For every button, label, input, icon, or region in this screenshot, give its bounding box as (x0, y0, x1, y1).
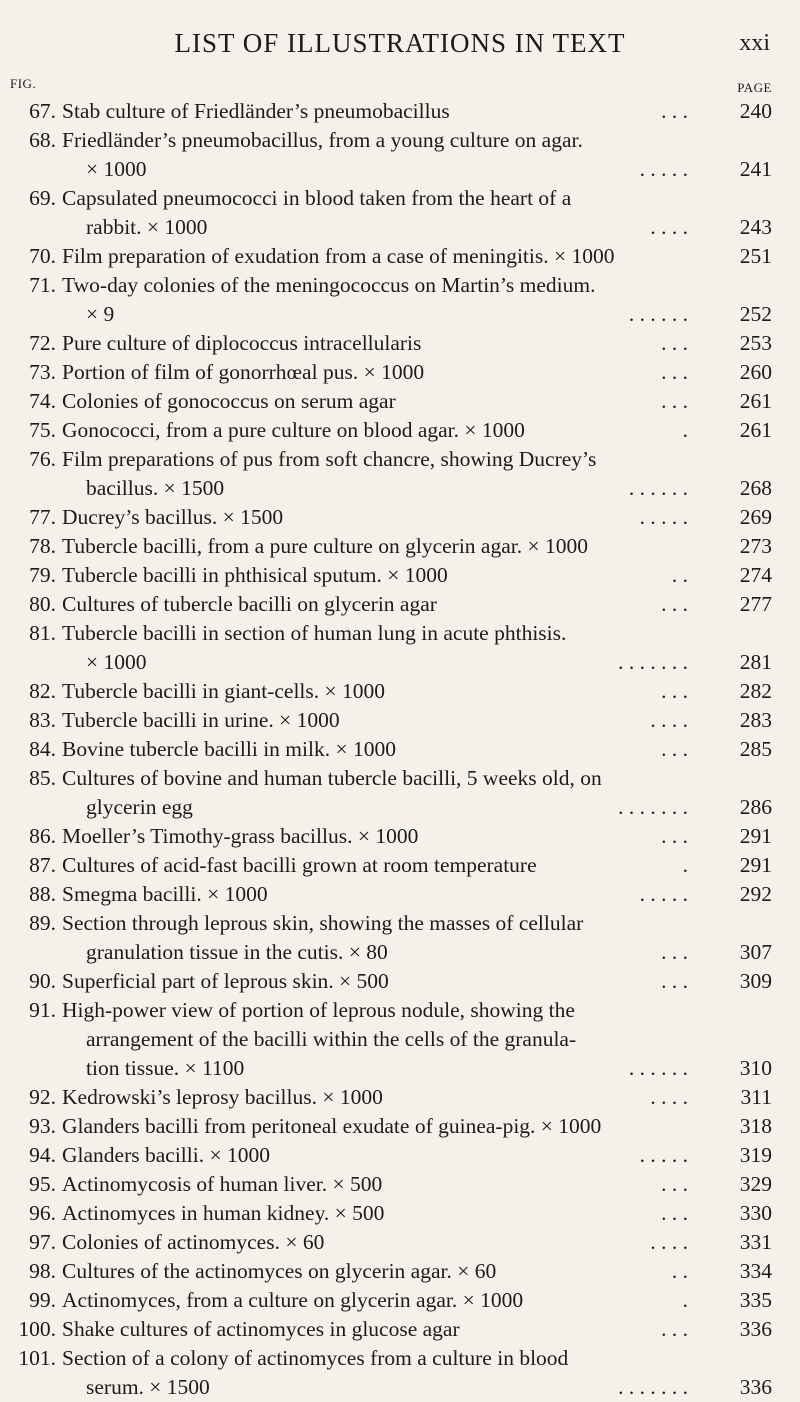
page-number: 286 (739, 795, 772, 819)
list-item (0, 1286, 800, 1315)
figure-caption: Cultures of the actinomyces on glycerin agar. × 60 (62, 1259, 497, 1283)
figure-number: 71. (29, 273, 56, 297)
page-number: 291 (739, 853, 772, 877)
list-item (0, 387, 800, 416)
leader-dots: . . . (661, 940, 688, 964)
entry-line (0, 1199, 800, 1228)
figure-caption: × 1000 (86, 650, 147, 674)
figure-number: 90. (29, 969, 56, 993)
list-item (0, 126, 800, 184)
figure-number: 68. (29, 128, 56, 152)
leader-dots: . . . . . (639, 1143, 688, 1167)
figure-number: 95. (29, 1172, 56, 1196)
entry-continuation-line (0, 648, 800, 677)
figure-caption: Superficial part of leprous skin. × 500 (62, 969, 389, 993)
leader-dots: . . (671, 563, 688, 587)
leader-dots: . . . (661, 389, 688, 413)
page-number: 252 (739, 302, 772, 326)
entry-line (0, 1112, 800, 1141)
entry-line (0, 1141, 800, 1170)
page-number: 336 (739, 1375, 772, 1399)
entry-line (0, 619, 800, 648)
entry-line (0, 1083, 800, 1112)
entry-continuation-line (0, 1054, 800, 1083)
list-item (0, 996, 800, 1083)
figure-caption: Glanders bacilli. × 1000 (62, 1143, 270, 1167)
page-number: 282 (739, 679, 772, 703)
figure-caption: Ducrey’s bacillus. × 1500 (62, 505, 284, 529)
entry-line (0, 503, 800, 532)
figure-number: 96. (29, 1201, 56, 1225)
entry-line (0, 1170, 800, 1199)
page-number: 330 (739, 1201, 772, 1225)
figure-caption: Film preparation of exudation from a case of meningitis. × 1000 (62, 244, 615, 268)
list-item (0, 97, 800, 126)
figure-caption: High-power view of portion of leprous nodule, showing the (62, 998, 575, 1022)
entry-line (0, 851, 800, 880)
figure-number: 77. (29, 505, 56, 529)
page-number: 261 (739, 389, 772, 413)
figure-caption: Moeller’s Timothy-grass bacillus. × 1000 (62, 824, 419, 848)
list-item (0, 271, 800, 329)
entry-continuation-line (0, 155, 800, 184)
leader-dots: . . . (661, 1317, 688, 1341)
figure-number: 91. (29, 998, 56, 1022)
page-number: 292 (739, 882, 772, 906)
figure-caption: Section through leprous skin, showing the masses of cellular (62, 911, 584, 935)
figure-caption: tion tissue. × 1100 (86, 1056, 245, 1080)
list-item (0, 851, 800, 880)
figure-caption: Bovine tubercle bacilli in milk. × 1000 (62, 737, 396, 761)
entry-line (0, 242, 800, 271)
page-number: 268 (739, 476, 772, 500)
page-number: 283 (739, 708, 772, 732)
figure-number: 83. (29, 708, 56, 732)
leader-dots: . . . . . (639, 505, 688, 529)
list-item (0, 184, 800, 242)
list-item (0, 445, 800, 503)
list-item (0, 242, 800, 271)
entry-line (0, 909, 800, 938)
page-number: 260 (739, 360, 772, 384)
entry-continuation-line (0, 213, 800, 242)
entry-line (0, 329, 800, 358)
page-number: 269 (739, 505, 772, 529)
entry-line (0, 387, 800, 416)
figure-caption: Glanders bacilli from peritoneal exudate of guinea-pig. × 1000 (62, 1114, 602, 1138)
entry-line (0, 1228, 800, 1257)
figure-caption: rabbit. × 1000 (86, 215, 208, 239)
figure-caption: Cultures of tubercle bacilli on glycerin agar (62, 592, 437, 616)
figure-caption: arrangement of the bacilli within the cells of the granula- (86, 1027, 577, 1051)
figure-caption: × 9 (86, 302, 115, 326)
figure-caption: Section of a colony of actinomyces from a culture in blood (62, 1346, 569, 1370)
entry-line (0, 706, 800, 735)
list-item (0, 880, 800, 909)
entry-line (0, 1286, 800, 1315)
figure-number: 79. (29, 563, 56, 587)
leader-dots: . . . (661, 737, 688, 761)
figure-caption: Smegma bacilli. × 1000 (62, 882, 268, 906)
leader-dots: . . (671, 1259, 688, 1283)
entry-continuation-line (0, 1025, 800, 1054)
leader-dots: . . . . (650, 708, 688, 732)
leader-dots: . . . . . . (628, 302, 688, 326)
figure-caption: Cultures of bovine and human tubercle bacilli, 5 weeks old, on (62, 766, 602, 790)
list-item (0, 822, 800, 851)
figure-caption: Tubercle bacilli in giant-cells. × 1000 (62, 679, 386, 703)
figure-number: 82. (29, 679, 56, 703)
figure-caption: Cultures of acid-fast bacilli grown at room temperature (62, 853, 537, 877)
leader-dots: . . . . . . . (618, 650, 688, 674)
figure-number: 78. (29, 534, 56, 558)
entry-line (0, 126, 800, 155)
leader-dots: . . . . . . (628, 1056, 688, 1080)
page-header (0, 28, 800, 68)
page-number: 251 (739, 244, 772, 268)
list-item (0, 590, 800, 619)
page-number: 277 (739, 592, 772, 616)
figure-caption: Actinomycosis of human liver. × 500 (62, 1172, 383, 1196)
page-number: 331 (739, 1230, 772, 1254)
page-number: 243 (739, 215, 772, 239)
entry-line (0, 822, 800, 851)
leader-dots: . . . . (650, 215, 688, 239)
leader-dots: . . . (661, 592, 688, 616)
figure-number: 75. (29, 418, 56, 442)
entry-line (0, 561, 800, 590)
entry-line (0, 416, 800, 445)
page-number: 329 (739, 1172, 772, 1196)
list-item (0, 735, 800, 764)
entry-line (0, 532, 800, 561)
figure-number: 94. (29, 1143, 56, 1167)
figure-caption: bacillus. × 1500 (86, 476, 225, 500)
figure-number: 87. (29, 853, 56, 877)
list-item (0, 967, 800, 996)
figure-number: 89. (29, 911, 56, 935)
figure-number: 88. (29, 882, 56, 906)
figure-caption: Stab culture of Friedländer’s pneumobacillus (62, 99, 450, 123)
figure-caption: Shake cultures of actinomyces in glucose agar (62, 1317, 460, 1341)
figure-caption: Tubercle bacilli in phthisical sputum. × 1000 (62, 563, 448, 587)
page-number: 319 (739, 1143, 772, 1167)
list-item (0, 619, 800, 677)
figure-caption: Pure culture of diplococcus intracellularis (62, 331, 422, 355)
page-number: 261 (739, 418, 772, 442)
page-number: 281 (739, 650, 772, 674)
page-number: 253 (739, 331, 772, 355)
leader-dots: . . . . . (639, 157, 688, 181)
page-number: 273 (739, 534, 772, 558)
page-number: 307 (739, 940, 772, 964)
entry-line (0, 996, 800, 1025)
figure-caption: Friedländer’s pneumobacillus, from a young culture on agar. (62, 128, 583, 152)
figure-caption: Colonies of actinomyces. × 60 (62, 1230, 325, 1254)
fig-column-label: FIG. (10, 76, 37, 91)
entry-continuation-line (0, 1373, 800, 1402)
leader-dots: . . . (661, 824, 688, 848)
figure-number: 69. (29, 186, 56, 210)
list-item (0, 532, 800, 561)
list-item (0, 1083, 800, 1112)
page-number: 335 (739, 1288, 772, 1312)
figure-number: 92. (29, 1085, 56, 1109)
figure-caption: serum. × 1500 (86, 1375, 210, 1399)
list-item (0, 503, 800, 532)
figure-number: 81. (29, 621, 56, 645)
figure-caption: Actinomyces in human kidney. × 500 (62, 1201, 385, 1225)
entry-line (0, 590, 800, 619)
figure-caption: Two-day colonies of the meningococcus on Martin’s medium. (62, 273, 596, 297)
list-item (0, 706, 800, 735)
entry-continuation-line (0, 793, 800, 822)
figure-caption: Kedrowski’s leprosy bacillus. × 1000 (62, 1085, 383, 1109)
figure-caption: Gonococci, from a pure culture on blood agar. × 1000 (62, 418, 525, 442)
page-column-label: PAGE (737, 80, 772, 95)
entry-line (0, 677, 800, 706)
figure-caption: Tubercle bacilli in section of human lung in acute phthisis. (62, 621, 567, 645)
page-number: 241 (739, 157, 772, 181)
list-item (0, 909, 800, 967)
leader-dots: . . . . . . . (618, 795, 688, 819)
page-numeral: xxi (739, 30, 770, 56)
entry-line (0, 271, 800, 300)
list-item (0, 329, 800, 358)
figure-number: 97. (29, 1230, 56, 1254)
figure-caption: Film preparations of pus from soft chancre, showing Ducrey’s (62, 447, 597, 471)
figure-number: 101. (18, 1346, 56, 1370)
leader-dots: . (682, 418, 688, 442)
figure-number: 74. (29, 389, 56, 413)
page-number: 240 (739, 99, 772, 123)
figure-caption: Portion of film of gonorrhœal pus. × 1000 (62, 360, 425, 384)
figure-number: 67. (29, 99, 56, 123)
entry-line (0, 358, 800, 387)
leader-dots: . . . . (650, 1230, 688, 1254)
entry-line (0, 184, 800, 213)
figure-number: 80. (29, 592, 56, 616)
entry-line (0, 1344, 800, 1373)
list-item (0, 1170, 800, 1199)
figure-number: 100. (18, 1317, 56, 1341)
figure-number: 84. (29, 737, 56, 761)
entry-line (0, 735, 800, 764)
list-item (0, 416, 800, 445)
entry-line (0, 97, 800, 126)
list-item (0, 1228, 800, 1257)
page-number: 318 (739, 1114, 772, 1138)
entry-continuation-line (0, 474, 800, 503)
leader-dots: . (682, 853, 688, 877)
leader-dots: . . . (661, 1172, 688, 1196)
leader-dots: . . . . . . (628, 476, 688, 500)
figure-caption: granulation tissue in the cutis. × 80 (86, 940, 388, 964)
figure-number: 86. (29, 824, 56, 848)
figure-caption: Tubercle bacilli in urine. × 1000 (62, 708, 340, 732)
list-item (0, 764, 800, 822)
page-number: 291 (739, 824, 772, 848)
figure-number: 72. (29, 331, 56, 355)
leader-dots: . . . . . . . (618, 1375, 688, 1399)
leader-dots: . . . . . (639, 882, 688, 906)
list-item (0, 1315, 800, 1344)
page-number: 309 (739, 969, 772, 993)
figure-caption: Colonies of gonococcus on serum agar (62, 389, 396, 413)
list-item (0, 1344, 800, 1402)
entry-line (0, 1315, 800, 1344)
entry-line (0, 445, 800, 474)
figure-number: 99. (29, 1288, 56, 1312)
leader-dots: . . . (661, 679, 688, 703)
running-title: LIST OF ILLUSTRATIONS IN TEXT (174, 28, 626, 58)
list-item (0, 1199, 800, 1228)
figure-caption: Capsulated pneumococci in blood taken from the heart of a (62, 186, 572, 210)
figure-number: 85. (29, 766, 56, 790)
list-item (0, 1257, 800, 1286)
leader-dots: . . . (661, 99, 688, 123)
entry-line (0, 880, 800, 909)
entry-continuation-line (0, 938, 800, 967)
page-number: 274 (739, 563, 772, 587)
figure-number: 98. (29, 1259, 56, 1283)
figure-number: 93. (29, 1114, 56, 1138)
list-item (0, 677, 800, 706)
figure-caption: × 1000 (86, 157, 147, 181)
leader-dots: . . . . (650, 1085, 688, 1109)
list-item (0, 561, 800, 590)
figure-number: 76. (29, 447, 56, 471)
figure-caption: Tubercle bacilli, from a pure culture on glycerin agar. × 1000 (62, 534, 588, 558)
page-number: 334 (739, 1259, 772, 1283)
list-item (0, 1141, 800, 1170)
leader-dots: . . . (661, 969, 688, 993)
illustrations-list (0, 97, 800, 1402)
entry-line (0, 1257, 800, 1286)
leader-dots: . (682, 1288, 688, 1312)
list-item (0, 1112, 800, 1141)
page-number: 310 (739, 1056, 772, 1080)
entry-line (0, 967, 800, 996)
entry-continuation-line (0, 300, 800, 329)
figure-caption: glycerin egg (86, 795, 193, 819)
page-number: 285 (739, 737, 772, 761)
figure-number: 70. (29, 244, 56, 268)
page-number: 311 (740, 1085, 772, 1109)
figure-number: 73. (29, 360, 56, 384)
leader-dots: . . . (661, 1201, 688, 1225)
leader-dots: . . . (661, 331, 688, 355)
figure-caption: Actinomyces, from a culture on glycerin agar. × 1000 (62, 1288, 524, 1312)
leader-dots: . . . (661, 360, 688, 384)
list-item (0, 358, 800, 387)
page-number: 336 (739, 1317, 772, 1341)
entry-line (0, 764, 800, 793)
